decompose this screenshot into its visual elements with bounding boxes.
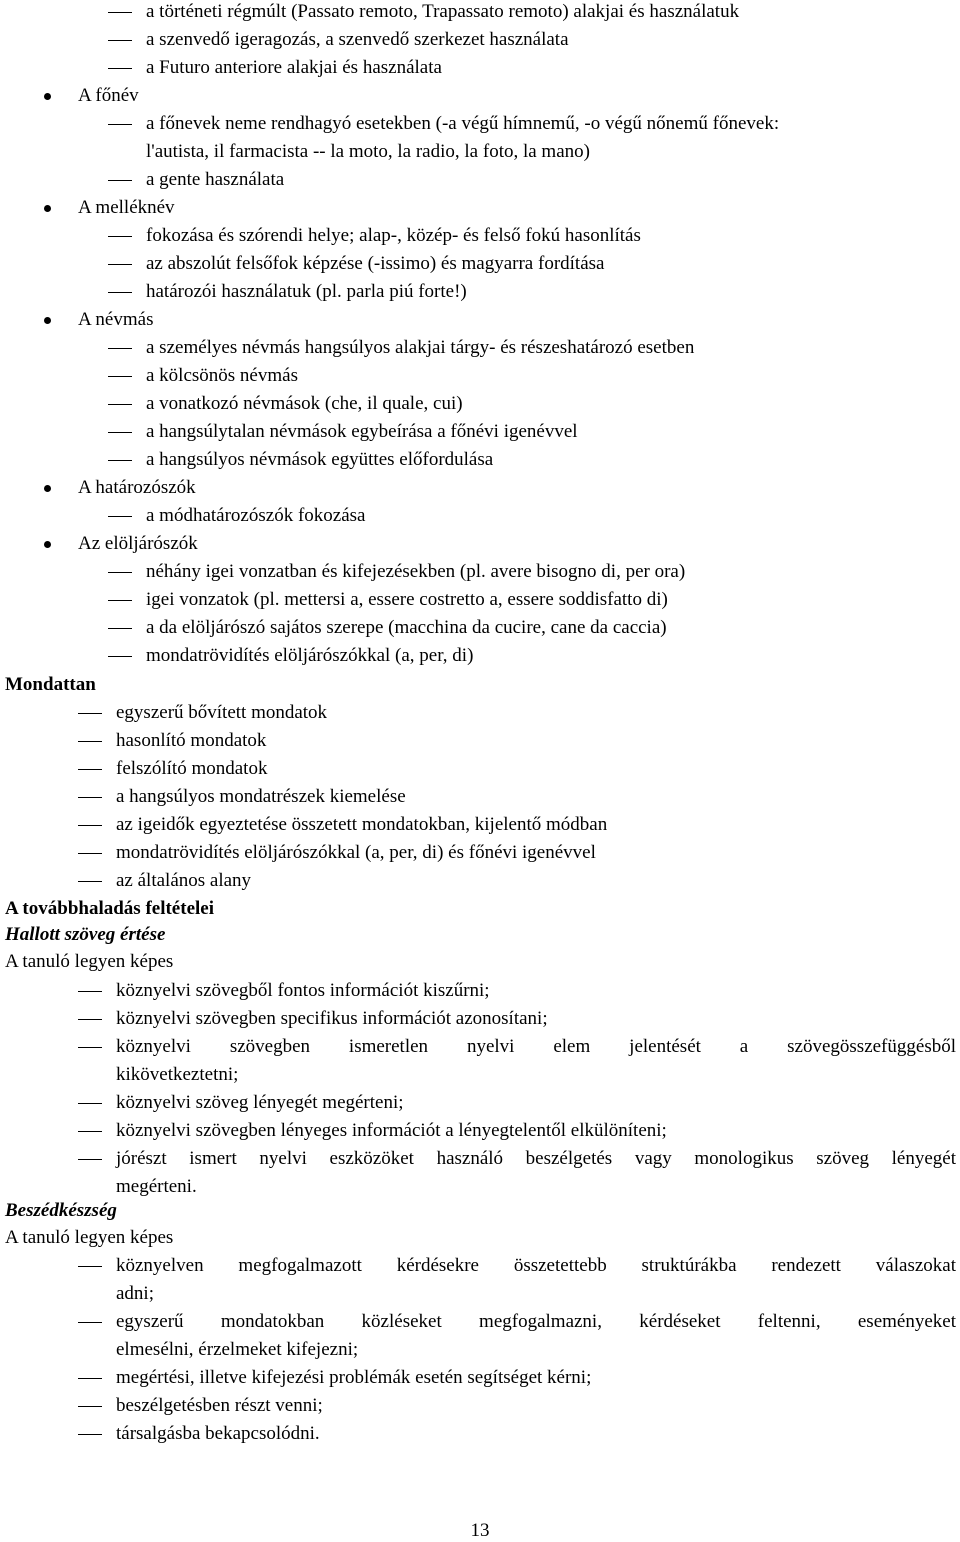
dash-marker (78, 741, 102, 742)
list-item: jórészt ismert nyelvi eszközöket használó beszélgetés vagy monologikus szöveg lényegét (116, 1148, 956, 1169)
section-heading: A melléknév (78, 197, 175, 218)
list-item: határozói használatuk (pl. parla piú forte!) (146, 281, 467, 302)
mondattan-heading: Mondattan (5, 674, 96, 695)
list-item: az igeidők egyeztetése összetett mondatokban, kijelentő módban (116, 814, 608, 835)
list-item: az általános alany (116, 870, 252, 891)
list-item-continuation: kikövetkeztetni; (116, 1064, 239, 1085)
dash-marker (78, 713, 102, 714)
list-item: néhány igei vonzatban és kifejezésekben (pl. avere bisogno di, per ora) (146, 561, 686, 582)
list-item-continuation: l'autista, il farmacista -- la moto, la radio, la foto, la mano) (146, 141, 590, 162)
list-item-continuation: megérteni. (116, 1176, 197, 1197)
list-item: köznyelven megfogalmazott kérdésekre összetettebb struktúrákba rendezett válaszokat (116, 1255, 956, 1276)
dash-marker (78, 1047, 102, 1048)
intro-text: A tanuló legyen képes (5, 951, 174, 972)
dash-marker (108, 572, 132, 573)
dash-marker (78, 1103, 102, 1104)
list-item: a gente használata (146, 169, 285, 190)
dash-marker (108, 68, 132, 69)
list-item: köznyelvi szövegből fontos információt kiszűrni; (116, 980, 490, 1001)
list-item: felszólító mondatok (116, 758, 268, 779)
list-item: a hangsúlyos mondatrészek kiemelése (116, 786, 406, 807)
dash-marker (78, 1378, 102, 1379)
list-item-continuation: adni; (116, 1283, 154, 1304)
bullet-icon (44, 317, 51, 324)
section-heading: Az elöljárószók (78, 533, 198, 554)
list-item: az abszolút felsőfok képzése (-issimo) és magyarra fordítása (146, 253, 605, 274)
bullet-icon (44, 541, 51, 548)
list-item: köznyelvi szövegben specifikus információt azonosítani; (116, 1008, 548, 1029)
list-item: a hangsúlyos névmások együttes előfordulása (146, 449, 494, 470)
list-item: a Futuro anteriore alakjai és használata (146, 57, 442, 78)
dash-marker (108, 516, 132, 517)
list-item: a főnevek neme rendhagyó esetekben (-a végű hímnemű, -o végű nőnemű főnevek: (146, 113, 780, 134)
bullet-icon (44, 205, 51, 212)
dash-marker (78, 1019, 102, 1020)
dash-marker (78, 853, 102, 854)
hallott-heading: Hallott szöveg értése (5, 924, 166, 945)
section-heading: A névmás (78, 309, 154, 330)
beszed-heading: Beszédkészség (5, 1200, 117, 1221)
page-number: 13 (470, 1520, 490, 1541)
list-item: köznyelvi szövegben lényeges információt a lényegtelentől elkülöníteni; (116, 1120, 667, 1141)
list-item: beszélgetésben részt venni; (116, 1395, 323, 1416)
list-item: mondatrövidítés elöljárószókkal (a, per, di) és főnévi igenévvel (116, 842, 596, 863)
dash-marker (108, 628, 132, 629)
list-item: igei vonzatok (pl. mettersi a, essere costretto a, essere soddisfatto di) (146, 589, 668, 610)
section-heading: A határozószók (78, 477, 196, 498)
dash-marker (108, 600, 132, 601)
dash-marker (78, 797, 102, 798)
dash-marker (78, 1131, 102, 1132)
dash-marker (78, 991, 102, 992)
bullet-icon (44, 93, 51, 100)
list-item: köznyelvi szövegben ismeretlen nyelvi elem jelentését a szövegösszefüggésből (116, 1036, 956, 1057)
dash-marker (78, 1322, 102, 1323)
list-item: egyszerű bővített mondatok (116, 702, 328, 723)
list-item: a személyes névmás hangsúlyos alakjai tárgy- és részeshatározó esetben (146, 337, 695, 358)
dash-marker (108, 236, 132, 237)
list-item: mondatrövidítés elöljárószókkal (a, per, di) (146, 645, 474, 666)
dash-marker (78, 1406, 102, 1407)
dash-marker (108, 404, 132, 405)
section-heading: A főnév (78, 85, 139, 106)
dash-marker (108, 12, 132, 13)
list-item: társalgásba bekapcsolódni. (116, 1423, 320, 1444)
dash-marker (78, 1266, 102, 1267)
dash-marker (78, 825, 102, 826)
list-item: a hangsúlytalan névmások egybeírása a főnévi igenévvel (146, 421, 578, 442)
tovabbhaladas-heading: A továbbhaladás feltételei (5, 898, 214, 919)
dash-marker (78, 881, 102, 882)
dash-marker (108, 432, 132, 433)
dash-marker (108, 292, 132, 293)
dash-marker (108, 124, 132, 125)
list-item-continuation: elmesélni, érzelmeket kifejezni; (116, 1339, 359, 1360)
list-item: a vonatkozó névmások (che, il quale, cui) (146, 393, 463, 414)
list-item: megértési, illetve kifejezési problémák esetén segítséget kérni; (116, 1367, 592, 1388)
list-item: a szenvedő igeragozás, a szenvedő szerkezet használata (146, 29, 569, 50)
list-item: hasonlító mondatok (116, 730, 267, 751)
list-item: egyszerű mondatokban közléseket megfogalmazni, kérdéseket feltenni, eseményeket (116, 1311, 956, 1332)
dash-marker (108, 40, 132, 41)
dash-marker (108, 348, 132, 349)
dash-marker (78, 1434, 102, 1435)
dash-marker (78, 769, 102, 770)
dash-marker (78, 1159, 102, 1160)
dash-marker (108, 460, 132, 461)
list-item: a kölcsönös névmás (146, 365, 298, 386)
dash-marker (108, 264, 132, 265)
bullet-icon (44, 485, 51, 492)
dash-marker (108, 376, 132, 377)
intro-text: A tanuló legyen képes (5, 1227, 174, 1248)
list-item: a történeti régmúlt (Passato remoto, Trapassato remoto) alakjai és használatuk (146, 1, 740, 22)
list-item: fokozása és szórendi helye; alap-, közép- és felső fokú hasonlítás (146, 225, 641, 246)
list-item: a da elöljárószó sajátos szerepe (macchina da cucire, cane da caccia) (146, 617, 667, 638)
list-item: köznyelvi szöveg lényegét megérteni; (116, 1092, 404, 1113)
list-item: a módhatározószók fokozása (146, 505, 366, 526)
dash-marker (108, 180, 132, 181)
dash-marker (108, 656, 132, 657)
